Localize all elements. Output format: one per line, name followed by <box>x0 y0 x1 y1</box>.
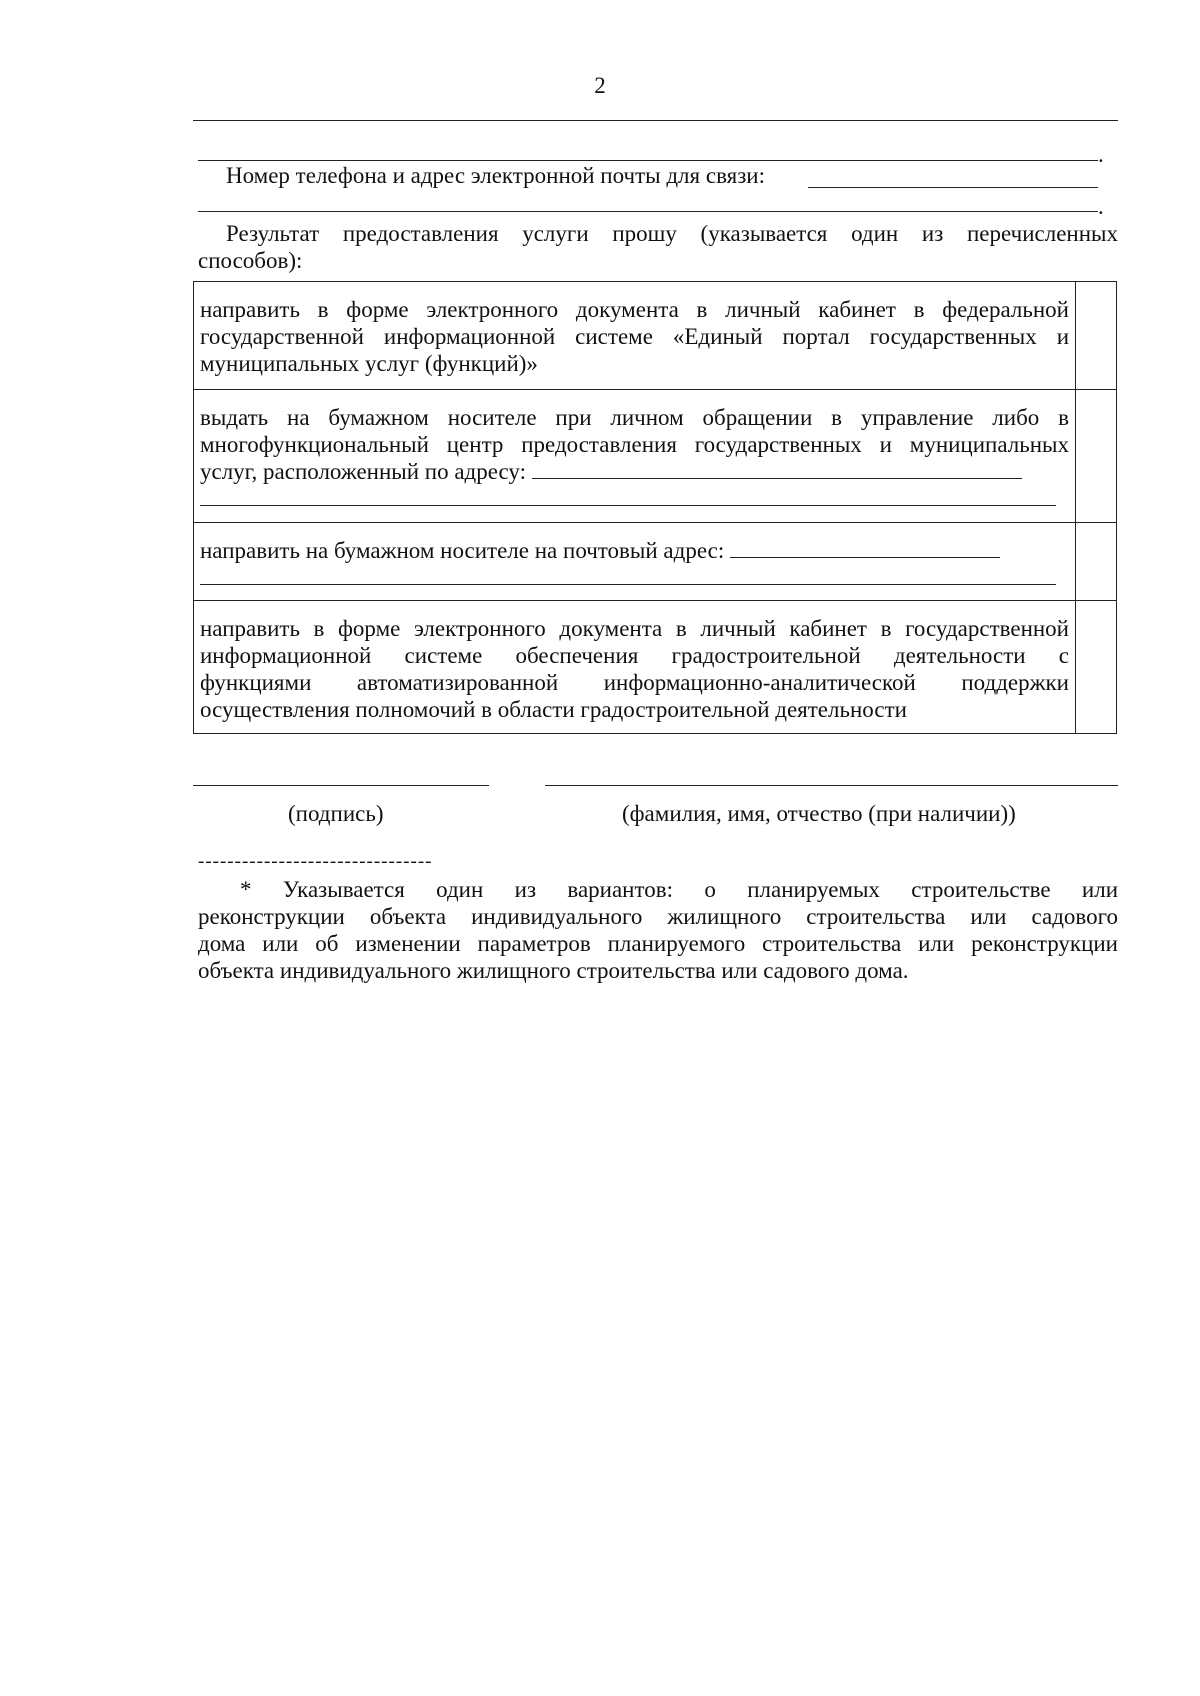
header-rule <box>193 120 1118 121</box>
option-line: выдать на бумажном носителе при личном обращении в управление либо в <box>200 405 1069 430</box>
blank-line-2-dot: . <box>1098 194 1104 219</box>
option-checkbox-electronic-epgu[interactable] <box>1076 282 1117 390</box>
signature-label: (подпись) <box>288 801 384 826</box>
option-text <box>194 282 1076 390</box>
footnote-line3: дома или об изменении параметров планируемого строительства или реконструкции <box>198 931 1118 956</box>
option-text <box>194 390 1076 523</box>
result-intro-line1: Результат предоставления услуги прошу (указывается один из перечисленных <box>226 221 1118 246</box>
footnote-line2: реконструкции объекта индивидуального жилищного строительства или садового <box>198 904 1118 929</box>
postal-address-field[interactable] <box>730 537 1000 558</box>
footnote-line4: объекта индивидуального жилищного строительства или садового дома. <box>198 958 909 983</box>
address-field-continued[interactable] <box>200 485 1056 506</box>
contact-label: Номер телефона и адрес электронной почты для связи: <box>226 163 765 188</box>
footnote-line1: * Указывается один из вариантов: о планируемых строительстве или <box>240 877 1118 902</box>
blank-line-2[interactable] <box>198 211 1098 212</box>
blank-line-1[interactable] <box>198 160 1098 161</box>
option-checkbox-paper-in-person[interactable] <box>1076 390 1117 523</box>
option-line: направить в форме электронного документа в личный кабинет в государственной <box>200 616 1069 641</box>
fullname-label: (фамилия, имя, отчество (при наличии)) <box>622 801 1016 826</box>
option-row <box>194 282 1117 390</box>
fullname-line[interactable] <box>545 785 1118 786</box>
option-text <box>194 523 1076 601</box>
option-line: функциями автоматизированной информационно-аналитической поддержки <box>200 670 1069 695</box>
postal-address-field-continued[interactable] <box>200 564 1056 585</box>
option-line: направить на бумажном носителе на почтовый адрес: <box>194 537 1075 564</box>
option-line: государственной информационной системе «Единый портал государственных и <box>200 324 1069 349</box>
option-line: услуг, расположенный по адресу: <box>194 458 1075 485</box>
footnote-separator: -------------------------------- <box>198 851 433 872</box>
option-checkbox-electronic-isogd[interactable] <box>1076 601 1117 734</box>
result-options-table <box>193 281 1117 734</box>
page-number: 2 <box>594 73 606 98</box>
contact-field[interactable] <box>808 187 1098 188</box>
option-line: информационной системе обеспечения градостроительной деятельности с <box>200 643 1069 668</box>
option-checkbox-paper-by-mail[interactable] <box>1076 523 1117 601</box>
address-field[interactable] <box>532 458 1022 479</box>
option-row <box>194 523 1117 601</box>
result-intro-line2: способов): <box>198 248 303 273</box>
signature-line[interactable] <box>193 785 489 786</box>
option-row <box>194 601 1117 734</box>
blank-line-1-dot: . <box>1098 142 1104 167</box>
option-line: осуществления полномочий в области градостроительной деятельности <box>200 697 907 722</box>
option-row <box>194 390 1117 523</box>
option-line: многофункциональный центр предоставления государственных и муниципальных <box>200 432 1069 457</box>
option-line: направить в форме электронного документа в личный кабинет в федеральной <box>200 297 1069 322</box>
option-line: муниципальных услуг (функций)» <box>200 351 538 376</box>
option-text <box>194 601 1076 734</box>
